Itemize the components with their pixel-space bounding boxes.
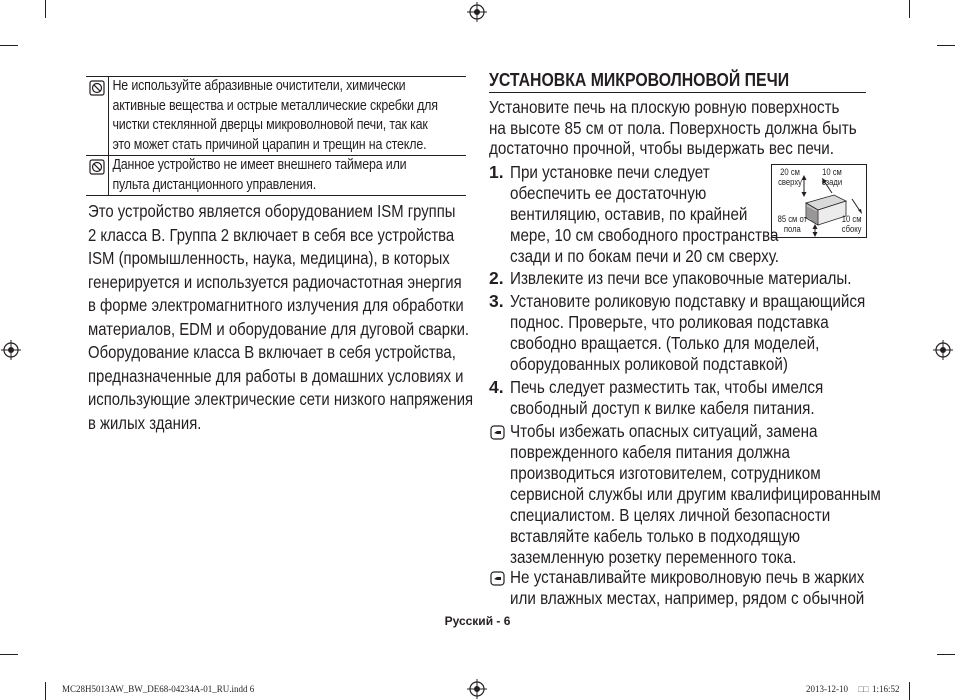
text-line: Данное устройство не имеет внешнего таймера или	[112, 157, 407, 173]
section-title: УСТАНОВКА МИКРОВОЛНОВОЙ ПЕЧИ	[489, 70, 790, 90]
text-line: активные вещества и острые металлические скребки для	[112, 97, 438, 114]
text-line: сервисной службы или другим квалифицированным	[510, 484, 881, 504]
text-line: на высоте 85 см от пола. Поверхность должна быть	[489, 117, 857, 138]
step-number: 2.	[489, 268, 504, 288]
page-number: Русский - 6	[444, 614, 511, 628]
text-line: в форме электромагнитного излучения для обработки	[88, 295, 464, 315]
file-slug: MC28H5013AW_BW_DE68-04234A-01_RU.indd 6	[62, 684, 255, 694]
text-line: Чтобы избежать опасных ситуаций, замена	[510, 421, 818, 441]
text-line: в жилых здания.	[88, 412, 202, 433]
text-line: вставляйте кабель только в подходящую	[510, 526, 800, 546]
text-line: это может стать причиной царапин и трещин на стекле.	[112, 136, 427, 153]
text-line: пульта дистанционного управления.	[112, 176, 317, 193]
text-line: обеспечить ее достаточную	[510, 183, 707, 203]
text-line: оборудованных роликовой подставкой)	[510, 354, 788, 374]
text-line: Это устройство является оборудованием ISM группы	[88, 201, 456, 221]
text-line: поврежденного кабеля питания должна	[510, 442, 791, 462]
figure-label: 20 см сверху	[778, 167, 802, 187]
text-line: специалистом. В целях личной безопасности	[510, 505, 831, 525]
warning-text	[109, 156, 416, 195]
text-line: свободно вращается. (Только для моделей,	[510, 333, 820, 353]
crop-mark	[0, 45, 18, 46]
clearance-figure	[771, 164, 867, 238]
note-icon	[490, 425, 505, 440]
text-line: вентиляцию, оставив, по крайней	[510, 204, 748, 224]
crop-mark	[937, 45, 955, 46]
text-line: заземленную розетку переменного тока.	[510, 547, 797, 567]
step-text	[510, 162, 779, 267]
note-text	[510, 567, 864, 609]
text-line: или влажных местах, например, рядом с обычной	[510, 588, 865, 608]
crop-mark	[909, 682, 910, 700]
registration-mark-icon	[467, 679, 487, 699]
text-line: Не используйте абразивные очистители, химически	[112, 78, 406, 94]
slug-time: 1:16:52	[872, 684, 900, 694]
text-line: Печь следует разместить так, чтобы имелся	[510, 377, 824, 397]
text-line: предназначенные для работы в домашних условиях и	[88, 365, 464, 386]
prohibited-icon	[89, 80, 105, 96]
text-line: производиться изготовителем, сотрудником	[510, 463, 821, 483]
crop-mark	[909, 0, 910, 18]
figure-label: 10 см сбоку	[841, 214, 862, 234]
text-line: достаточно прочной, чтобы выдержать вес печи.	[489, 138, 834, 158]
text-line: ISM (промышленность, наука, медицина), в которых	[88, 248, 450, 268]
text-line: чистки стеклянной дверцы микроволновой печи, так как	[112, 117, 428, 133]
note-text	[510, 421, 881, 568]
text-line: Оборудование класса B включает в себя устройства,	[88, 342, 456, 362]
text-line: материалов, EDM и оборудование для дуговой сварки.	[88, 318, 470, 339]
crop-mark	[45, 0, 46, 18]
figure-label: 85 см от пола	[777, 214, 808, 234]
text-line: генерируется и используется радиочастотная энергия	[88, 271, 462, 292]
warning-row	[86, 76, 466, 155]
text-line: использующие электрические сети низкого напряжения	[88, 389, 474, 409]
title-rule	[489, 92, 866, 93]
registration-mark-icon	[467, 2, 487, 22]
intro-paragraph	[489, 97, 857, 159]
prohibited-icon	[89, 159, 105, 175]
figure-label: 10 см сзади	[821, 167, 843, 187]
text-line: 2 класса B. Группа 2 включает в себя все устройства	[88, 224, 455, 245]
text-line: Извлеките из печи все упаковочные материалы.	[510, 268, 852, 288]
registration-mark-icon	[1, 340, 21, 360]
text-line: При установке печи следует	[510, 162, 710, 182]
note-icon	[490, 571, 505, 586]
slug-glyphs: □□	[858, 684, 869, 694]
warning-row	[86, 155, 466, 195]
crop-mark	[937, 654, 955, 655]
warning-text	[109, 77, 438, 155]
text-line: свободный доступ к вилке кабеля питания.	[510, 398, 815, 418]
text-line: Не устанавливайте микроволновую печь в жарких	[510, 567, 865, 587]
text-line: сзади и по бокам печи и 20 см сверху.	[510, 246, 780, 266]
step-text	[510, 377, 823, 419]
step-number: 4.	[489, 377, 504, 397]
text-line: Установите роликовую подставку и вращающийся	[510, 291, 866, 311]
registration-mark-icon	[933, 340, 953, 360]
step-text	[510, 291, 865, 375]
text-line: Установите печь на плоскую ровную поверхность	[489, 97, 840, 117]
slug-date: 2013-12-10	[806, 684, 848, 694]
step-number: 1.	[489, 162, 504, 182]
step-number: 3.	[489, 291, 504, 311]
crop-mark	[0, 654, 18, 655]
ism-paragraph	[88, 200, 473, 435]
crop-mark	[45, 682, 46, 700]
step-text	[510, 268, 852, 289]
warning-box	[86, 76, 466, 196]
text-line: поднос. Проверьте, что роликовая подставка	[510, 312, 829, 332]
text-line: мере, 10 см свободного пространства	[510, 225, 779, 245]
